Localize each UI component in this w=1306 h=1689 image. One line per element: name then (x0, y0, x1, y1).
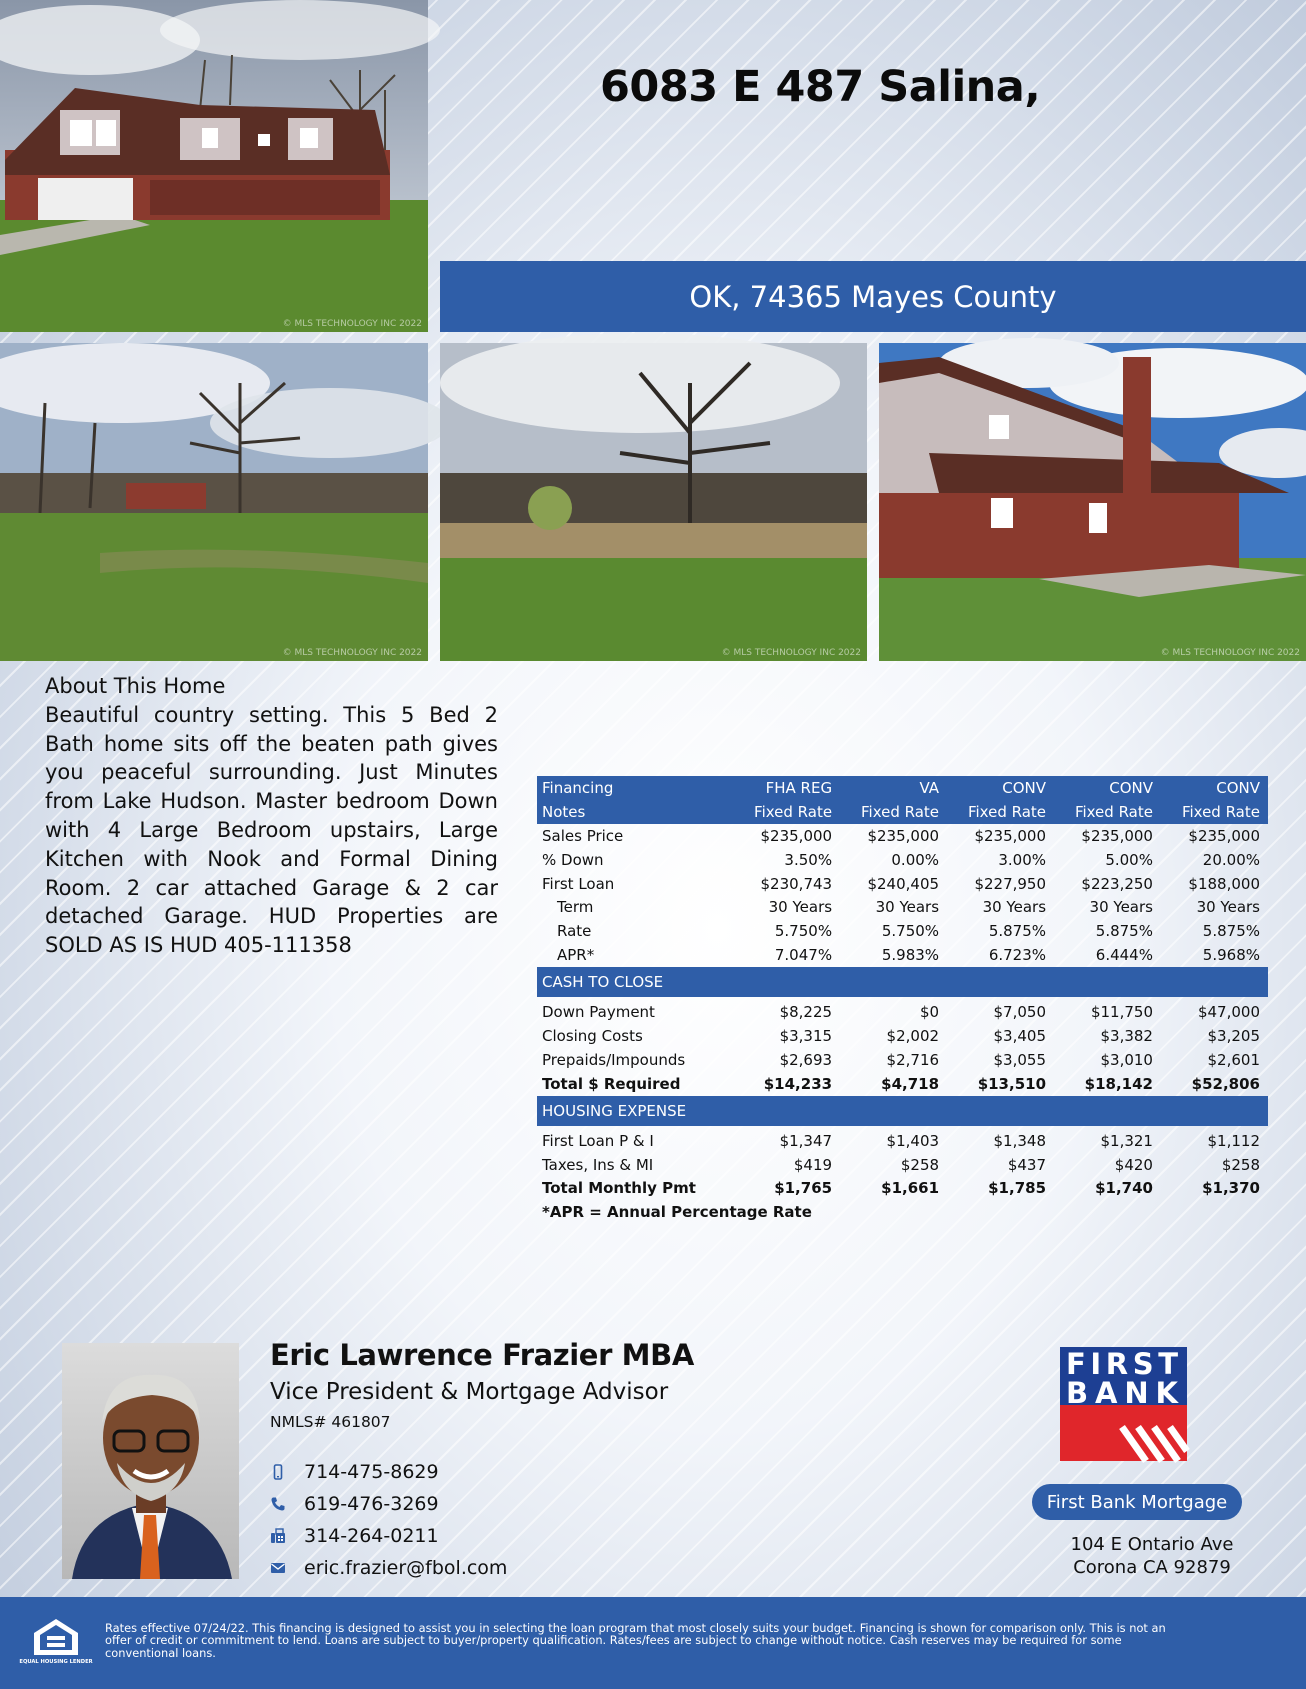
cell-value: $230,743 (760, 874, 833, 893)
apr-note: *APR = Annual Percentage Rate (542, 1203, 812, 1222)
bank-name-badge (1032, 1484, 1242, 1520)
cell-value: $235,000 (760, 826, 833, 845)
agent-nmls: NMLS# 461807 (270, 1413, 391, 1431)
cell-value: $258 (900, 1155, 940, 1174)
row-label: Taxes, Ins & MI (542, 1155, 654, 1174)
section-cash-to-close (537, 967, 1268, 997)
photo-house-front (0, 0, 428, 332)
cell-value: $1,112 (1207, 1131, 1260, 1150)
cell-value: 3.00% (998, 850, 1047, 869)
cell-value: $1,403 (886, 1131, 940, 1150)
cell-value: Fixed Rate (1054, 800, 1161, 824)
about-title: About This Home (45, 674, 226, 698)
equal-housing-lender-text: EQUAL HOUSING LENDER (19, 1659, 93, 1665)
photo-yard-shed (0, 343, 428, 661)
cell-value: $18,142 (1084, 1074, 1153, 1093)
mobile-phone-icon (270, 1464, 286, 1480)
about-description: Beautiful country setting. This 5 Bed 2 Bath home sits off the beaten path gives you peaceful surrounding. Just Minutes from Lake Hudson. Master bedroom Down with 4 Large Bedroom upstairs, Large Kitchen with Nook and Formal Dining Room. 2 car attached Garage & 2 car detached Garage. HUD Properties are SOLD AS IS HUD 405-111358 (45, 702, 498, 958)
cell-value: $1,661 (881, 1179, 940, 1198)
cell-value: $3,382 (1100, 1026, 1153, 1045)
agent-name: Eric Lawrence Frazier MBA (270, 1338, 694, 1372)
cell-value: Fixed Rate (840, 800, 947, 824)
cell-value: $1,740 (1095, 1179, 1153, 1198)
row-label: Total Monthly Pmt (542, 1179, 696, 1198)
cell-value: $235,000 (1081, 826, 1153, 845)
phone-icon (270, 1496, 286, 1512)
cell-value: 5.983% (881, 946, 940, 965)
photo-watermark: © MLS TECHNOLOGY INC 2022 (1160, 648, 1300, 658)
cell-value: Fixed Rate (733, 800, 840, 824)
cell-value: 5.968% (1202, 946, 1260, 965)
contact-email-value[interactable]: eric.frazier@fbol.com (304, 1557, 508, 1579)
cell-value: 5.750% (881, 922, 940, 941)
cell-value: 5.875% (1095, 922, 1153, 941)
photo-watermark: © MLS TECHNOLOGY INC 2022 (282, 648, 422, 658)
table-row (537, 1000, 1268, 1024)
row-label: Term (557, 898, 594, 917)
contact-phone[interactable] (270, 1491, 439, 1517)
contact-fax-value[interactable]: 314-264-0211 (304, 1525, 439, 1547)
bank-name: First Bank Mortgage (1046, 1491, 1228, 1513)
cell-value: $1,348 (993, 1131, 1047, 1150)
cell-value: CONV (1054, 776, 1161, 800)
cell-value: $1,785 (988, 1179, 1047, 1198)
envelope-icon (270, 1560, 286, 1576)
cell-value: FHA REG (733, 776, 840, 800)
cell-value: $227,950 (974, 874, 1047, 893)
equal-housing-lender-icon (19, 1617, 93, 1671)
cell-value: $47,000 (1197, 1003, 1260, 1022)
contact-fax[interactable] (270, 1523, 439, 1549)
property-address-line2: OK, 74365 Mayes County (689, 279, 1057, 314)
row-label: Notes (537, 800, 733, 824)
apr-note-row (537, 1200, 1268, 1224)
cell-value: 30 Years (1089, 898, 1153, 917)
cell-value: $235,000 (1188, 826, 1260, 845)
cell-value: 20.00% (1202, 850, 1260, 869)
cell-value: $2,693 (779, 1050, 833, 1069)
cell-value: $3,315 (779, 1026, 833, 1045)
row-label: Prepaids/Impounds (542, 1050, 686, 1069)
cell-value: $4,718 (881, 1074, 940, 1093)
cell-value: $52,806 (1191, 1074, 1260, 1093)
cell-value: Fixed Rate (947, 800, 1054, 824)
row-label: Sales Price (542, 826, 624, 845)
financing-table (537, 776, 1268, 1224)
cell-value: $14,233 (763, 1074, 833, 1093)
contact-mobile[interactable] (270, 1459, 439, 1485)
row-label: APR* (557, 946, 595, 965)
section-title: HOUSING EXPENSE (537, 1096, 1268, 1126)
cell-value: $258 (1221, 1155, 1260, 1174)
footer-disclaimer: Rates effective 07/24/22. This financing is designed to assist you in selecting the loan program that most closely suits your budget. Financing is shown for comparison only. This is not an offer of credit or commitment to lend. Loans are subject to buyer/property qualification. Rates/fees are subject to change without notice. Cash reserves may be required for some conventional loans. (105, 1621, 1166, 1660)
contact-mobile-value[interactable]: 714-475-8629 (304, 1461, 439, 1483)
row-label: Financing (537, 776, 733, 800)
cell-value: $2,716 (886, 1050, 940, 1069)
cell-value: $3,405 (993, 1026, 1047, 1045)
cell-value: $1,321 (1100, 1131, 1153, 1150)
bank-address-line2: Corona CA 92879 (1073, 1557, 1231, 1578)
cell-value: $419 (793, 1155, 833, 1174)
cell-value: 5.00% (1105, 850, 1153, 869)
table-row (537, 1072, 1268, 1096)
cell-value: Fixed Rate (1161, 800, 1268, 824)
section-title: CASH TO CLOSE (537, 967, 1268, 997)
table-header-row (537, 776, 1268, 800)
bank-address-line1: 104 E Ontario Ave (1070, 1534, 1234, 1555)
cell-value: 6.723% (988, 946, 1047, 965)
logo-text-first: FIRST (1066, 1347, 1178, 1381)
table-row (537, 1176, 1268, 1200)
photo-field-tree (440, 343, 867, 661)
cell-value: CONV (947, 776, 1054, 800)
section-housing-expense (537, 1096, 1268, 1126)
table-row (537, 848, 1268, 872)
cell-value: 7.047% (774, 946, 833, 965)
row-label: % Down (542, 850, 604, 869)
cell-value: 5.750% (774, 922, 833, 941)
cell-value: 0.00% (891, 850, 940, 869)
row-label: First Loan P & I (542, 1131, 654, 1150)
cell-value: $3,010 (1100, 1050, 1153, 1069)
cell-value: $7,050 (993, 1003, 1047, 1022)
logo-text-bank: BANK (1066, 1376, 1178, 1410)
photo-house-back (879, 343, 1306, 661)
photo-watermark: © MLS TECHNOLOGY INC 2022 (282, 319, 422, 329)
first-bank-logo (1060, 1347, 1187, 1461)
cell-value: $223,250 (1081, 874, 1153, 893)
agent-title: Vice President & Mortgage Advisor (270, 1379, 669, 1405)
cell-value: 5.875% (988, 922, 1047, 941)
cell-value: $1,765 (774, 1179, 833, 1198)
row-label: Down Payment (542, 1003, 655, 1022)
property-address-bar (440, 261, 1306, 332)
table-row (537, 1153, 1268, 1177)
cell-value: $1,347 (779, 1131, 833, 1150)
cell-value: $1,370 (1202, 1179, 1260, 1198)
fax-icon (270, 1528, 286, 1544)
table-row (537, 1024, 1268, 1048)
about-section (45, 672, 498, 960)
table-row (537, 824, 1268, 848)
cell-value: 6.444% (1095, 946, 1153, 965)
agent-photo (62, 1343, 239, 1579)
cell-value: 5.875% (1202, 922, 1260, 941)
table-row (537, 1048, 1268, 1072)
cell-value: $0 (919, 1003, 940, 1022)
cell-value: $11,750 (1090, 1003, 1153, 1022)
row-label: Rate (557, 922, 592, 941)
row-label: Closing Costs (542, 1026, 643, 1045)
table-row (537, 872, 1268, 896)
cell-value: $3,205 (1207, 1026, 1260, 1045)
table-row (537, 1129, 1268, 1153)
cell-value: $8,225 (779, 1003, 833, 1022)
bank-address (1040, 1533, 1264, 1579)
cell-value: 30 Years (768, 898, 833, 917)
table-row (537, 943, 1268, 967)
cell-value: 3.50% (784, 850, 833, 869)
table-header-row (537, 800, 1268, 824)
cell-value: 30 Years (875, 898, 940, 917)
table-row (537, 895, 1268, 919)
photo-watermark: © MLS TECHNOLOGY INC 2022 (721, 648, 861, 658)
cell-value: $13,510 (977, 1074, 1047, 1093)
cell-value: 30 Years (1196, 898, 1260, 917)
table-row (537, 919, 1268, 943)
cell-value: $240,405 (867, 874, 940, 893)
cell-value: VA (840, 776, 947, 800)
row-label: Total $ Required (542, 1074, 681, 1093)
contact-phone-value[interactable]: 619-476-3269 (304, 1493, 439, 1515)
cell-value: $235,000 (974, 826, 1047, 845)
property-address-line1: 6083 E 487 Salina, (600, 62, 1041, 112)
row-label: First Loan (542, 874, 615, 893)
cell-value: $420 (1114, 1155, 1153, 1174)
contact-email[interactable] (270, 1555, 507, 1581)
cell-value: $235,000 (867, 826, 940, 845)
cell-value: 30 Years (982, 898, 1047, 917)
cell-value: $437 (1007, 1155, 1047, 1174)
cell-value: $3,055 (993, 1050, 1047, 1069)
cell-value: $188,000 (1188, 874, 1260, 893)
cell-value: $2,601 (1207, 1050, 1260, 1069)
cell-value: $2,002 (886, 1026, 940, 1045)
cell-value: CONV (1161, 776, 1268, 800)
